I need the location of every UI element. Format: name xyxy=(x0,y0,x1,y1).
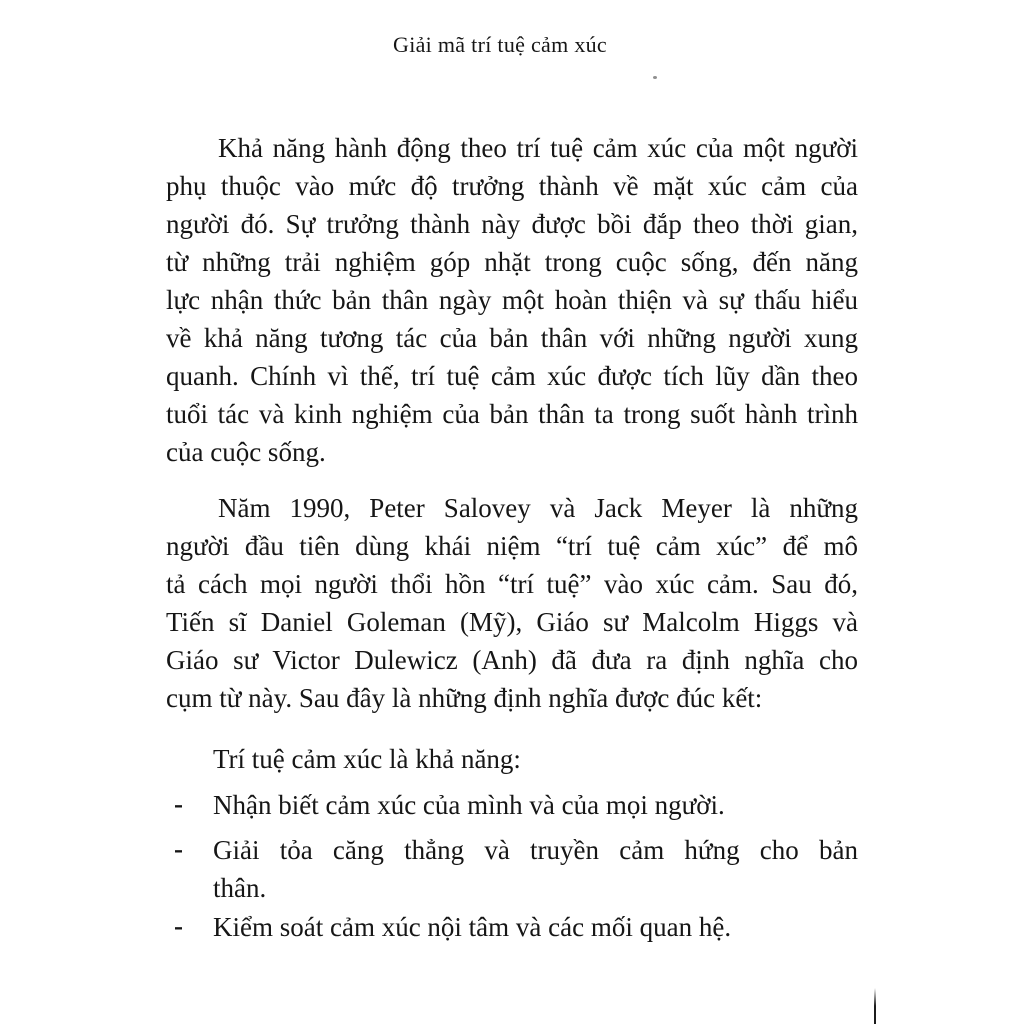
text-line: người đầu tiên dùng khái niệm “trí tuệ cảm xúc” để mô xyxy=(166,531,858,561)
bullet-dash: - xyxy=(174,789,183,819)
text-line: Trí tuệ cảm xúc là khả năng: xyxy=(213,744,521,774)
text-line: tuổi tác và kinh nghiệm của bản thân ta trong suốt hành trình xyxy=(166,399,858,429)
text-line: người đó. Sự trưởng thành này được bồi đắp theo thời gian, xyxy=(166,209,858,239)
text-line: Nhận biết cảm xúc của mình và của mọi người. xyxy=(213,790,725,820)
bullet-item xyxy=(166,831,858,907)
text-line: Kiểm soát cảm xúc nội tâm và các mối quan hệ. xyxy=(213,912,732,942)
bullet-dash: - xyxy=(174,911,183,941)
text-line: về khả năng tương tác của bản thân với những người xung xyxy=(166,323,858,353)
text-line: Giải tỏa căng thẳng và truyền cảm hứng cho bản xyxy=(213,835,858,865)
text-line: thân. xyxy=(213,873,267,903)
text-line: Khả năng hành động theo trí tuệ cảm xúc của một người xyxy=(218,133,858,163)
bullet-item xyxy=(166,786,858,824)
text-line: lực nhận thức bản thân ngày một hoàn thiện và sự thấu hiểu xyxy=(166,285,858,315)
text-line: từ những trải nghiệm góp nhặt trong cuộc sống, đến năng xyxy=(166,247,858,277)
text-line: quanh. Chính vì thế, trí tuệ cảm xúc được tích lũy dần theo xyxy=(166,361,858,391)
paragraph-2 xyxy=(166,489,858,717)
text-line: tả cách mọi người thổi hồn “trí tuệ” vào xúc cảm. Sau đó, xyxy=(166,569,858,599)
running-header: Giải mã trí tuệ cảm xúc xyxy=(393,32,607,57)
text-line: cụm từ này. Sau đây là những định nghĩa được đúc kết: xyxy=(166,683,763,713)
bullet-dash: - xyxy=(174,834,183,864)
paragraph-1 xyxy=(166,129,858,471)
text-line: phụ thuộc vào mức độ trưởng thành về mặt xúc cảm của xyxy=(166,171,858,201)
definition-intro xyxy=(166,740,858,778)
bullet-item xyxy=(166,908,858,946)
text-line: của cuộc sống. xyxy=(166,437,326,467)
text-line: Năm 1990, Peter Salovey và Jack Meyer là những xyxy=(218,493,858,523)
text-line: Tiến sĩ Daniel Goleman (Mỹ), Giáo sư Malcolm Higgs và xyxy=(166,607,858,637)
page-edge-line-artifact xyxy=(874,988,876,1024)
text-line: Giáo sư Victor Dulewicz (Anh) đã đưa ra định nghĩa cho xyxy=(166,645,858,675)
scan-speck-artifact xyxy=(653,76,657,79)
